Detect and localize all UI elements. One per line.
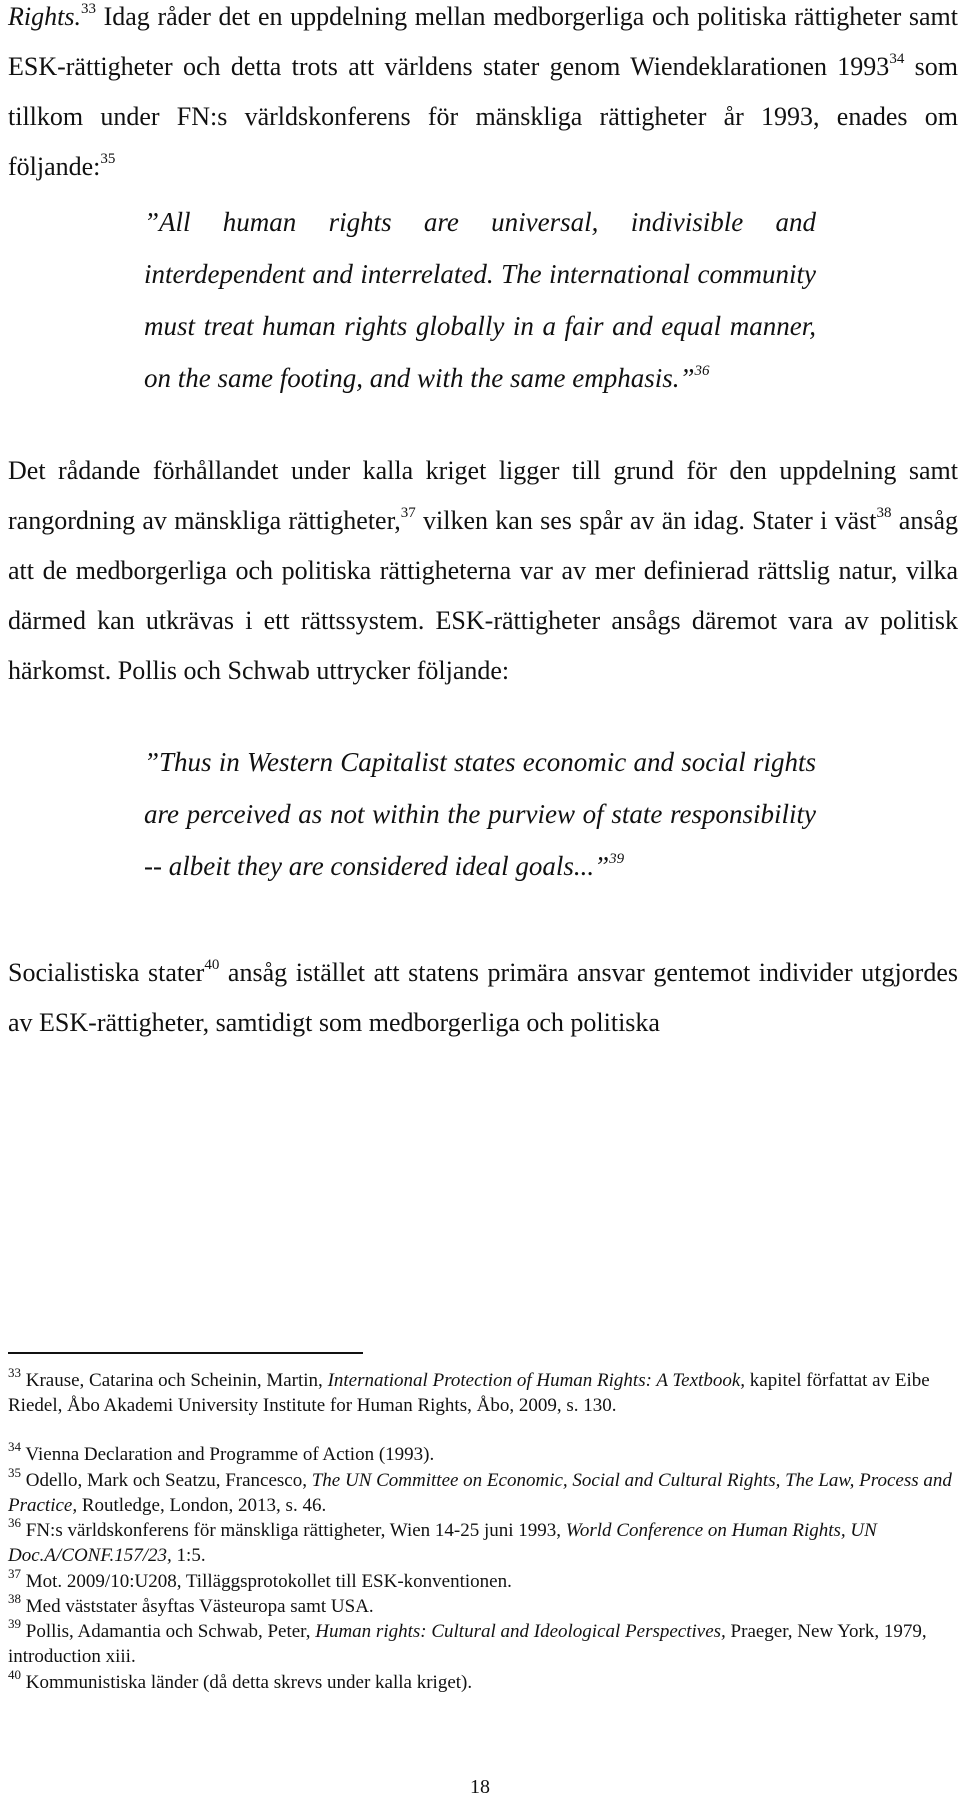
paragraph-1-text-b: som tillkom under FN:s världskonferens för mänskliga rättigheter år 1993, enades om följande: [8, 52, 958, 181]
footnote-ref-39[interactable]: 39 [609, 851, 625, 867]
footnote-35-text: Odello, Mark och Seatzu, Francesco, [21, 1470, 312, 1491]
footnote-separator [8, 1352, 363, 1354]
footnote-ref-33[interactable]: 33 [80, 1, 96, 18]
footnote-34-number: 34 [8, 1438, 21, 1454]
paragraph-1-text-a: Idag råder det en uppdelning mellan medborgerliga och politiska rättigheter samt ESK-rättigheter och detta trots att världens stater genom Wiendeklarationen 1993 [8, 2, 958, 81]
paragraph-3-text-b: ansåg istället att statens primära ansvar gentemot individer utgjordes av ESK-rättigheter, samtidigt som medborgerliga och politiska [8, 958, 958, 1037]
footnote-34 [8, 1438, 958, 1467]
footnote-35-text-b: Routledge, London, 2013, s. 46. [77, 1495, 327, 1516]
footnote-33-text-b: kapitel författat av Eibe Riedel, Åbo Akademi University Institute for Human Rights, Åbo, 2009, s. 130. [8, 1370, 930, 1416]
footnote-33 [8, 1364, 958, 1418]
footnote-39-number: 39 [8, 1615, 21, 1631]
paragraph-3 [8, 948, 958, 1048]
footnote-33-text: Krause, Catarina och Scheinin, Martin, [21, 1370, 328, 1391]
page-number: 18 [470, 1776, 490, 1798]
paragraph-3-text-a: Socialistiska stater [8, 958, 205, 987]
footnote-39 [8, 1615, 958, 1669]
footnote-34-text: Vienna Declaration and Programme of Action (1993). [21, 1444, 435, 1465]
footnote-37-number: 37 [8, 1565, 21, 1581]
footnote-ref-40[interactable]: 40 [204, 957, 220, 974]
footnote-36-text-b: 1:5. [171, 1545, 206, 1566]
footnote-37-text: Mot. 2009/10:U208, Tilläggsprotokollet till ESK-konventionen. [21, 1571, 512, 1592]
footnote-ref-38[interactable]: 38 [876, 505, 892, 522]
footnote-ref-36[interactable]: 36 [694, 363, 710, 379]
footnote-38 [8, 1590, 958, 1619]
footnote-40 [8, 1666, 958, 1695]
footnote-35-number: 35 [8, 1464, 21, 1480]
block-quote-1 [144, 196, 816, 404]
footnote-39-text: Pollis, Adamantia och Schwab, Peter, [21, 1621, 316, 1642]
footnote-37 [8, 1565, 958, 1594]
footnote-39-text-b: Praeger, New York, 1979, introduction xiii. [8, 1621, 927, 1667]
footnote-ref-35[interactable]: 35 [100, 151, 116, 168]
footnote-ref-34[interactable]: 34 [889, 51, 905, 68]
footnote-38-text: Med väststater åsyftas Västeuropa samt USA. [21, 1596, 374, 1617]
block-quote-2-text: ”Thus in Western Capitalist states economic and social rights are perceived as not within the purview of state responsibility -- albeit they are considered ideal goals...” [144, 747, 816, 881]
footnote-35-title: The UN Committee on Economic, Social and Cultural Rights, The Law, Process and Practice, [8, 1470, 952, 1516]
footnote-39-title: Human rights: Cultural and Ideological Perspectives, [315, 1621, 726, 1642]
paragraph-2-text-a: Det rådande förhållandet under kalla kriget ligger till grund för den uppdelning samt rangordning av mänskliga rättigheter, [8, 456, 958, 535]
paragraph-2-text-b: vilken kan ses spår av än idag. Stater i väst [415, 506, 877, 535]
paragraph-1 [8, 0, 958, 192]
footnote-40-text: Kommunistiska länder (då detta skrevs under kalla kriget). [21, 1672, 473, 1693]
paragraph-1-start: Rights. [8, 2, 81, 31]
footnote-36 [8, 1514, 958, 1568]
footnote-36-number: 36 [8, 1514, 21, 1530]
paragraph-2 [8, 446, 958, 696]
footnote-33-title: International Protection of Human Rights: A Textbook, [327, 1370, 746, 1391]
footnote-36-text: FN:s världskonferens för mänskliga rättigheter, Wien 14-25 juni 1993, [21, 1520, 566, 1541]
paragraph-2-text-c: ansåg att de medborgerliga och politiska rättigheterna var av mer definierad rättslig natur, vilka därmed kan utkrävas i ett rättssystem. ESK-rättigheter ansågs däremot vara av politisk härkomst. Pollis och Schwab uttrycker följande: [8, 506, 959, 685]
footnote-38-number: 38 [8, 1590, 21, 1606]
footnote-36-title: World Conference on Human Rights, UN Doc.A/CONF.157/23, [8, 1520, 877, 1566]
footnote-35 [8, 1464, 958, 1518]
block-quote-2 [144, 736, 816, 892]
footnote-ref-37[interactable]: 37 [400, 505, 416, 522]
footnote-40-number: 40 [8, 1666, 21, 1682]
footnote-33-number: 33 [8, 1364, 21, 1380]
block-quote-1-text: ”All human rights are universal, indivisible and interdependent and interrelated. The international community must treat human rights globally in a fair and equal manner, on the same footing, and with the same emphasis.” [144, 207, 816, 393]
